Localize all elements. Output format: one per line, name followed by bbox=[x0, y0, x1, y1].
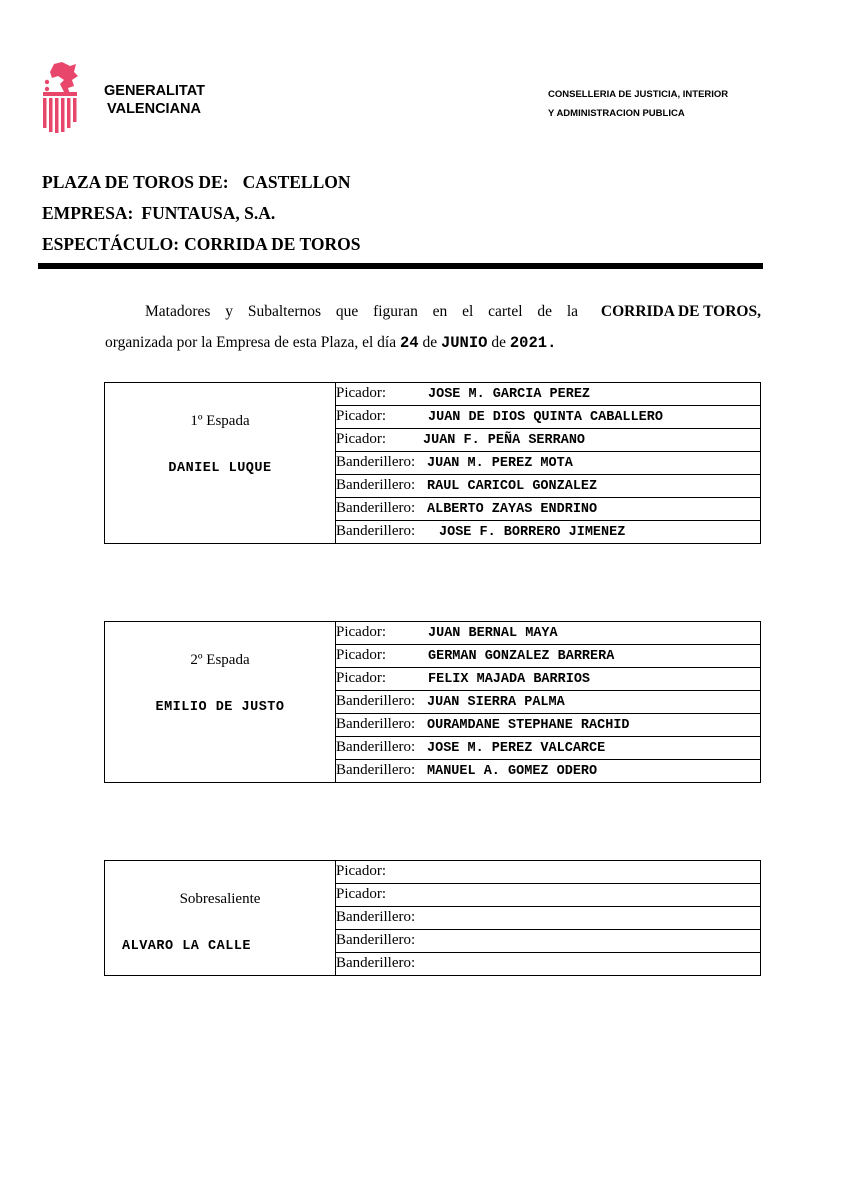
dept-line-2: Y ADMINISTRACION PUBLICA bbox=[548, 108, 685, 119]
member-cell bbox=[336, 406, 761, 429]
intro-event-name: CORRIDA DE TOROS, bbox=[600, 303, 761, 320]
table-row bbox=[105, 383, 761, 406]
member-cell bbox=[336, 521, 761, 544]
role-label: Banderillero: bbox=[336, 909, 416, 925]
espectaculo-heading bbox=[42, 232, 360, 263]
intro-word: que bbox=[335, 303, 359, 320]
intro-word: de bbox=[537, 303, 553, 320]
member-cell bbox=[336, 645, 761, 668]
member-cell bbox=[336, 884, 761, 907]
empresa-value: FUNTAUSA, S.A. bbox=[141, 203, 276, 223]
member-name: JOSE M. PEREZ VALCARCE bbox=[427, 741, 606, 756]
matador-cell bbox=[105, 383, 336, 544]
plaza-label: PLAZA DE TOROS DE: bbox=[42, 172, 229, 192]
member-name: GERMAN GONZALEZ BARRERA bbox=[428, 649, 615, 664]
member-name: JOSE M. GARCIA PEREZ bbox=[428, 387, 591, 402]
role-label: Picador: bbox=[336, 385, 386, 401]
member-name: JUAN BERNAL MAYA bbox=[428, 626, 558, 641]
espada-position: 1º Espada bbox=[190, 413, 250, 429]
intro-word: el bbox=[462, 303, 474, 320]
espada-position: 2º Espada bbox=[190, 652, 250, 668]
empresa-heading bbox=[42, 201, 360, 232]
event-headings bbox=[42, 170, 360, 263]
member-cell bbox=[336, 714, 761, 737]
org-line-2: VALENCIANA bbox=[107, 101, 201, 117]
intro-word: y bbox=[225, 303, 233, 320]
event-day: 24 bbox=[399, 334, 419, 352]
matador-name: DANIEL LUQUE bbox=[168, 461, 272, 476]
sobresaliente-table bbox=[104, 860, 761, 976]
intro-line-2-prefix: organizada por la Empresa de esta Plaza, el día bbox=[105, 334, 397, 351]
member-name: JUAN M. PEREZ MOTA bbox=[427, 456, 573, 471]
department-name bbox=[548, 85, 728, 123]
role-label: Banderillero: bbox=[336, 716, 416, 732]
org-line-1: GENERALITAT bbox=[104, 83, 205, 99]
member-name: JUAN DE DIOS QUINTA CABALLERO bbox=[428, 410, 663, 425]
member-name: FELIX MAJADA BARRIOS bbox=[428, 672, 591, 687]
intro-word: cartel bbox=[488, 303, 523, 320]
role-label: Picador: bbox=[336, 624, 386, 640]
empresa-label: EMPRESA: bbox=[42, 203, 134, 223]
member-cell bbox=[336, 452, 761, 475]
table-row bbox=[105, 861, 761, 884]
role-label: Banderillero: bbox=[336, 500, 416, 516]
role-label: Picador: bbox=[336, 408, 386, 424]
role-label: Banderillero: bbox=[336, 762, 416, 778]
intro-word: figuran bbox=[373, 303, 418, 320]
role-label: Picador: bbox=[336, 863, 386, 879]
cuadrilla-table-2 bbox=[104, 621, 761, 783]
organization-name bbox=[104, 82, 205, 118]
cuadrilla-table-1 bbox=[104, 382, 761, 544]
member-name: ALBERTO ZAYAS ENDRINO bbox=[427, 502, 598, 517]
espectaculo-value: CORRIDA DE TOROS bbox=[184, 234, 361, 254]
member-cell bbox=[336, 429, 761, 452]
espectaculo-label: ESPECTÁCULO: bbox=[42, 234, 180, 254]
member-cell bbox=[336, 930, 761, 953]
member-cell bbox=[336, 737, 761, 760]
generalitat-valenciana-logo-icon bbox=[40, 62, 80, 134]
plaza-value: CASTELLON bbox=[242, 172, 351, 192]
member-name: MANUEL A. GOMEZ ODERO bbox=[427, 764, 598, 779]
intro-word: la bbox=[566, 303, 579, 320]
plaza-heading bbox=[42, 170, 360, 201]
role-label: Banderillero: bbox=[336, 523, 416, 539]
matador-name: EMILIO DE JUSTO bbox=[155, 700, 285, 715]
intro-word: Subalternos bbox=[247, 303, 322, 320]
intro-line-2 bbox=[105, 328, 761, 358]
role-label: Banderillero: bbox=[336, 454, 416, 470]
intro-de-1: de bbox=[422, 334, 438, 351]
role-label: Banderillero: bbox=[336, 693, 416, 709]
intro-line-1 bbox=[105, 300, 761, 324]
member-cell bbox=[336, 907, 761, 930]
member-name: JUAN F. PEÑA SERRANO bbox=[423, 433, 586, 448]
matador-cell bbox=[105, 622, 336, 783]
sobresaliente-position: Sobresaliente bbox=[179, 891, 261, 907]
role-label: Picador: bbox=[336, 431, 386, 447]
member-cell bbox=[336, 498, 761, 521]
member-name: OURAMDANE STEPHANE RACHID bbox=[427, 718, 630, 733]
role-label: Banderillero: bbox=[336, 739, 416, 755]
member-cell bbox=[336, 953, 761, 976]
member-name: RAUL CARICOL GONZALEZ bbox=[427, 479, 598, 494]
role-label: Picador: bbox=[336, 647, 386, 663]
dept-line-1: CONSELLERIA DE JUSTICIA, INTERIOR bbox=[548, 89, 729, 100]
role-label: Picador: bbox=[336, 886, 386, 902]
member-cell bbox=[336, 383, 761, 406]
matador-cell bbox=[105, 861, 336, 976]
member-cell bbox=[336, 475, 761, 498]
event-year: 2021. bbox=[509, 334, 557, 352]
role-label: Banderillero: bbox=[336, 932, 416, 948]
member-cell bbox=[336, 668, 761, 691]
member-name: JOSE F. BORRERO JIMENEZ bbox=[439, 525, 626, 540]
event-month: JUNIO bbox=[440, 334, 488, 352]
member-name: JUAN SIERRA PALMA bbox=[427, 695, 565, 710]
table-row bbox=[105, 622, 761, 645]
role-label: Banderillero: bbox=[336, 955, 416, 971]
member-cell bbox=[336, 760, 761, 783]
heading-divider bbox=[38, 263, 763, 269]
member-cell bbox=[336, 622, 761, 645]
member-cell bbox=[336, 691, 761, 714]
matador-name: ALVARO LA CALLE bbox=[122, 939, 252, 954]
intro-word: Matadores bbox=[145, 303, 211, 320]
role-label: Picador: bbox=[336, 670, 386, 686]
intro-paragraph bbox=[105, 300, 761, 358]
intro-de-2: de bbox=[491, 334, 506, 351]
intro-word: en bbox=[432, 303, 448, 320]
member-cell bbox=[336, 861, 761, 884]
role-label: Banderillero: bbox=[336, 477, 416, 493]
